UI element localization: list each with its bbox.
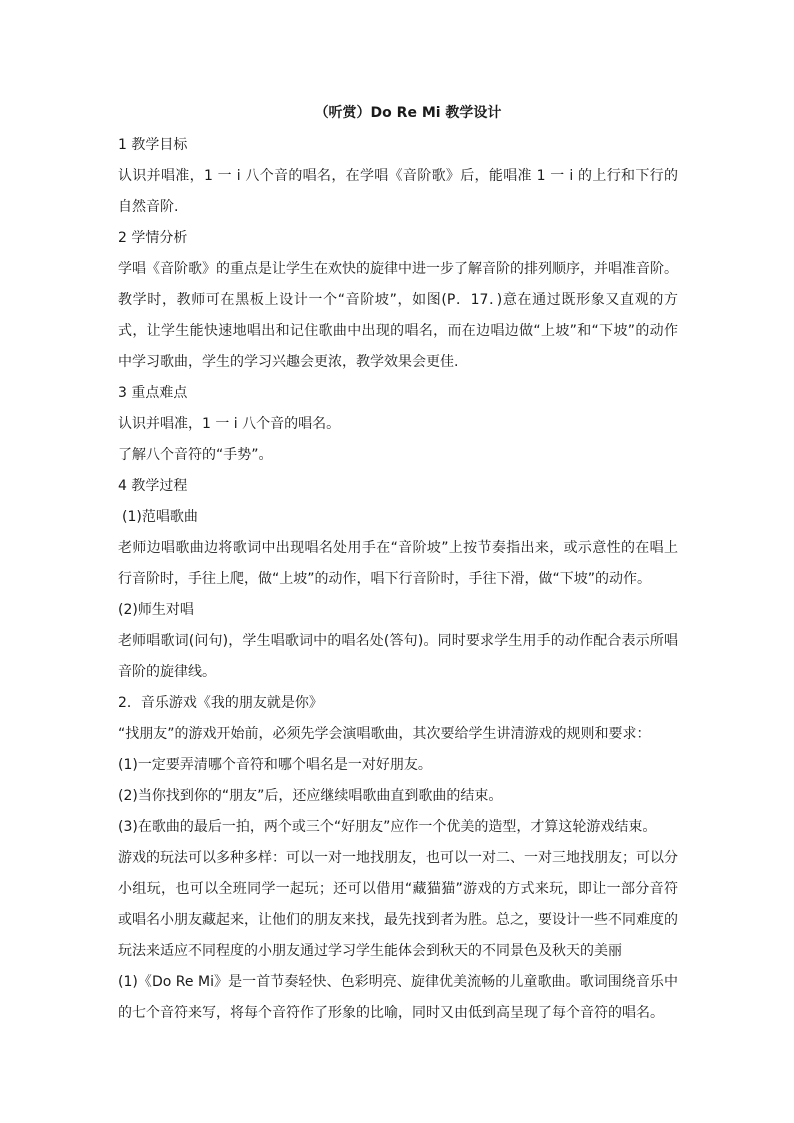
paragraph-objectives: 认识并唱准，1 一 i 八个音的唱名，在学唱《音阶歌》后，能唱准 1 一 i 的上行和下行的自然音阶. xyxy=(118,168,678,215)
paragraph-game-variations: 游戏的玩法可以多种多样：可以一对一地找朋友，也可以一对二、一对三地找朋友；可以分小组玩，也可以全班同学一起玩；还可以借用“藏猫猫”游戏的方式来玩，即让一部分音符或唱名小朋友藏起来，让他们的朋友来找，最先找到者为胜。总之，要设计一些不同难度的玩法来适应不同程度的小朋友通过学习学生能体会到秋天的不同景色及秋天的美丽 xyxy=(118,850,678,959)
section-heading-key-points: 3 重点难点 xyxy=(118,385,188,401)
section-heading-process: 4 教学过程 xyxy=(118,478,188,494)
subheading-call-response: (2)师生对唱 xyxy=(118,602,194,618)
paragraph-call-response: 老师唱歌词(问句)，学生唱歌词中的唱名处(答句)。同时要求学生用手的动作配合表示所唱音阶的旋律线。 xyxy=(118,633,678,680)
document-body xyxy=(118,100,678,1029)
subheading-music-game: 2．音乐游戏《我的朋友就是你》 xyxy=(118,695,323,711)
section-heading-analysis: 2 学情分析 xyxy=(118,230,188,246)
key-point-line: 认识并唱准，1 一 i 八个音的唱名。 xyxy=(118,416,341,432)
subheading-model-singing: (1)范唱歌曲 xyxy=(122,509,198,525)
section-heading-objectives: 1 教学目标 xyxy=(118,137,188,153)
key-point-line: 了解八个音符的“手势”。 xyxy=(118,447,273,463)
document-title: （听赏）Do Re Mi 教学设计 xyxy=(314,105,502,121)
paragraph-model-singing: 老师边唱歌曲边将歌词中出现唱名处用手在“音阶坡”上按节奏指出来，或示意性的在唱上行音阶时，手往上爬，做“上坡”的动作，唱下行音阶时，手往下滑，做“下坡”的动作。 xyxy=(118,540,678,587)
paragraph-song-description: (1)《Do Re Mi》是一首节奏轻快、色彩明亮、旋律优美流畅的儿童歌曲。歌词围绕音乐中的七个音符来写，将每个音符作了形象的比喻，同时又由低到高呈现了每个音符的唱名。 xyxy=(118,974,678,1021)
game-intro-line: “找朋友”的游戏开始前，必须先学会演唱歌曲，其次要给学生讲清游戏的规则和要求： xyxy=(118,726,651,742)
paragraph-analysis: 学唱《音阶歌》的重点是让学生在欢快的旋律中进一步了解音阶的排列顺序，并唱准音阶。教学时，教师可在黑板上设计一个“音阶坡”，如图(P．17．)意在通过既形象又直观的方式，让学生能快速地唱出和记住歌曲中出现的唱名，而在边唱边做“上坡”和“下坡”的动作中学习歌曲，学生的学习兴趣会更浓，教学效果会更佳. xyxy=(118,261,678,370)
game-rule-line: (2)当你找到你的“朋友”后，还应继续唱歌曲直到歌曲的结束。 xyxy=(118,788,503,804)
game-rule-line: (3)在歌曲的最后一拍，两个或三个“好朋友”应作一个优美的造型，才算这轮游戏结束。 xyxy=(118,819,657,835)
game-rule-line: (1)一定要弄清哪个音符和哪个唱名是一对好朋友。 xyxy=(118,757,432,773)
